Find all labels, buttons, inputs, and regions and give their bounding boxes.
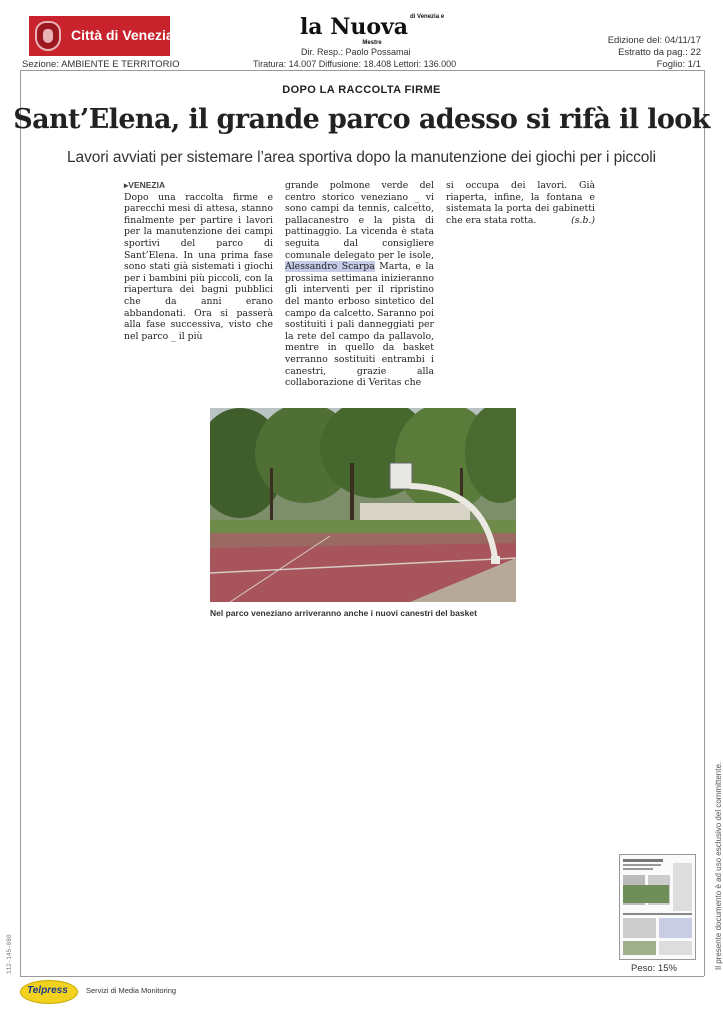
article-headline: Sant’Elena, il grande parco adesso si rifà il look: [13, 104, 710, 135]
frame-right: [704, 70, 705, 976]
author-signature: (s.b.): [571, 214, 595, 226]
logo-text: Città di Venezia: [71, 27, 174, 43]
article-kicker: DOPO LA RACCOLTA FIRME: [282, 84, 441, 96]
masthead-subtitle: di Venezia e Mestre: [362, 14, 445, 46]
section-label: Sezione: AMBIENTE E TERRITORIO: [22, 59, 180, 70]
crest-icon: [35, 21, 61, 51]
sheet-number: Foglio: 1/1: [656, 59, 701, 70]
highlighted-name: Alessandro Scarpa: [285, 261, 375, 273]
telpress-logo: [20, 980, 78, 1004]
photo-caption: Nel parco veneziano arriveranno anche i nuovi canestri del basket: [210, 608, 477, 618]
service-tagline: Servizi di Media Monitoring: [86, 986, 177, 995]
column-2-text-a: grande polmone verde del centro storico veneziano _ vi sono campi da tennis, calcetto, pallacanestro e la pista di pattinaggio. La vicenda è stata seguita dal consigliere comunale delegato per le isole,: [285, 180, 434, 261]
article-column-3: [446, 180, 595, 226]
page-thumbnail-image: [620, 855, 695, 959]
dateline: ▸ VENEZIA: [124, 180, 273, 192]
director-line: Dir. Resp.: Paolo Possamai: [301, 47, 411, 57]
column-3-text: si occupa dei lavori. Già riaperta, infine, la fontana e sistemata la porta dei gabinetti che era stata rotta.: [446, 180, 595, 226]
column-1-text: Dopo una raccolta firme e parecchi mesi di attesa, stanno finalmente per partire i lavori per la manutenzione dei campi sportivi del parco di Sant’Elena. In una prima fase sono stati già sistemati i giochi per i bambini più piccoli, con la riapertura dei bagni pubblici che da anni erano abbandonati. Ora si passerà alla fase successiva, visto che nel parco _ il più: [124, 191, 273, 342]
telpress-logo-text: Telpress: [27, 985, 68, 996]
usage-notice: Il presente documento è ad uso esclusivo del committente.: [714, 761, 723, 970]
article-column-2: [285, 180, 434, 389]
article-subhead: Lavori avviati per sistemare l’area sportiva dopo la manutenzione dei giochi per i piccoli: [67, 149, 656, 166]
city-logo: [29, 16, 174, 56]
article-photo: [210, 408, 516, 602]
column-2-text-b: Marta, e la prossima settimana inizieranno gli interventi per il ripristino del manto erboso sintetico del campo da calcetto. Saranno poi sostituiti i pali danneggiati per la rete del campo da pallavolo, mentre in quello da basket verranno sostituiti entrambi i canestri, grazie alla collaborazione di Veritas che: [285, 261, 434, 389]
frame-left: [20, 70, 21, 976]
circulation-line: Tiratura: 14.007 Diffusione: 18.408 Lettori: 136.000: [253, 59, 457, 69]
frame-bottom: [20, 976, 704, 977]
masthead-title: la Nuova: [299, 14, 409, 40]
page-thumbnail: [619, 854, 696, 960]
article-column-1: [124, 180, 273, 342]
document-code: 112-145-080: [6, 934, 13, 974]
weight-label: Peso: 15%: [631, 963, 677, 974]
page-extract: Estratto da pag.: 22: [618, 47, 701, 58]
basketball-court-photo: [210, 408, 516, 602]
edition-date: Edizione del: 04/11/17: [607, 35, 701, 46]
header-divider: [20, 70, 704, 71]
